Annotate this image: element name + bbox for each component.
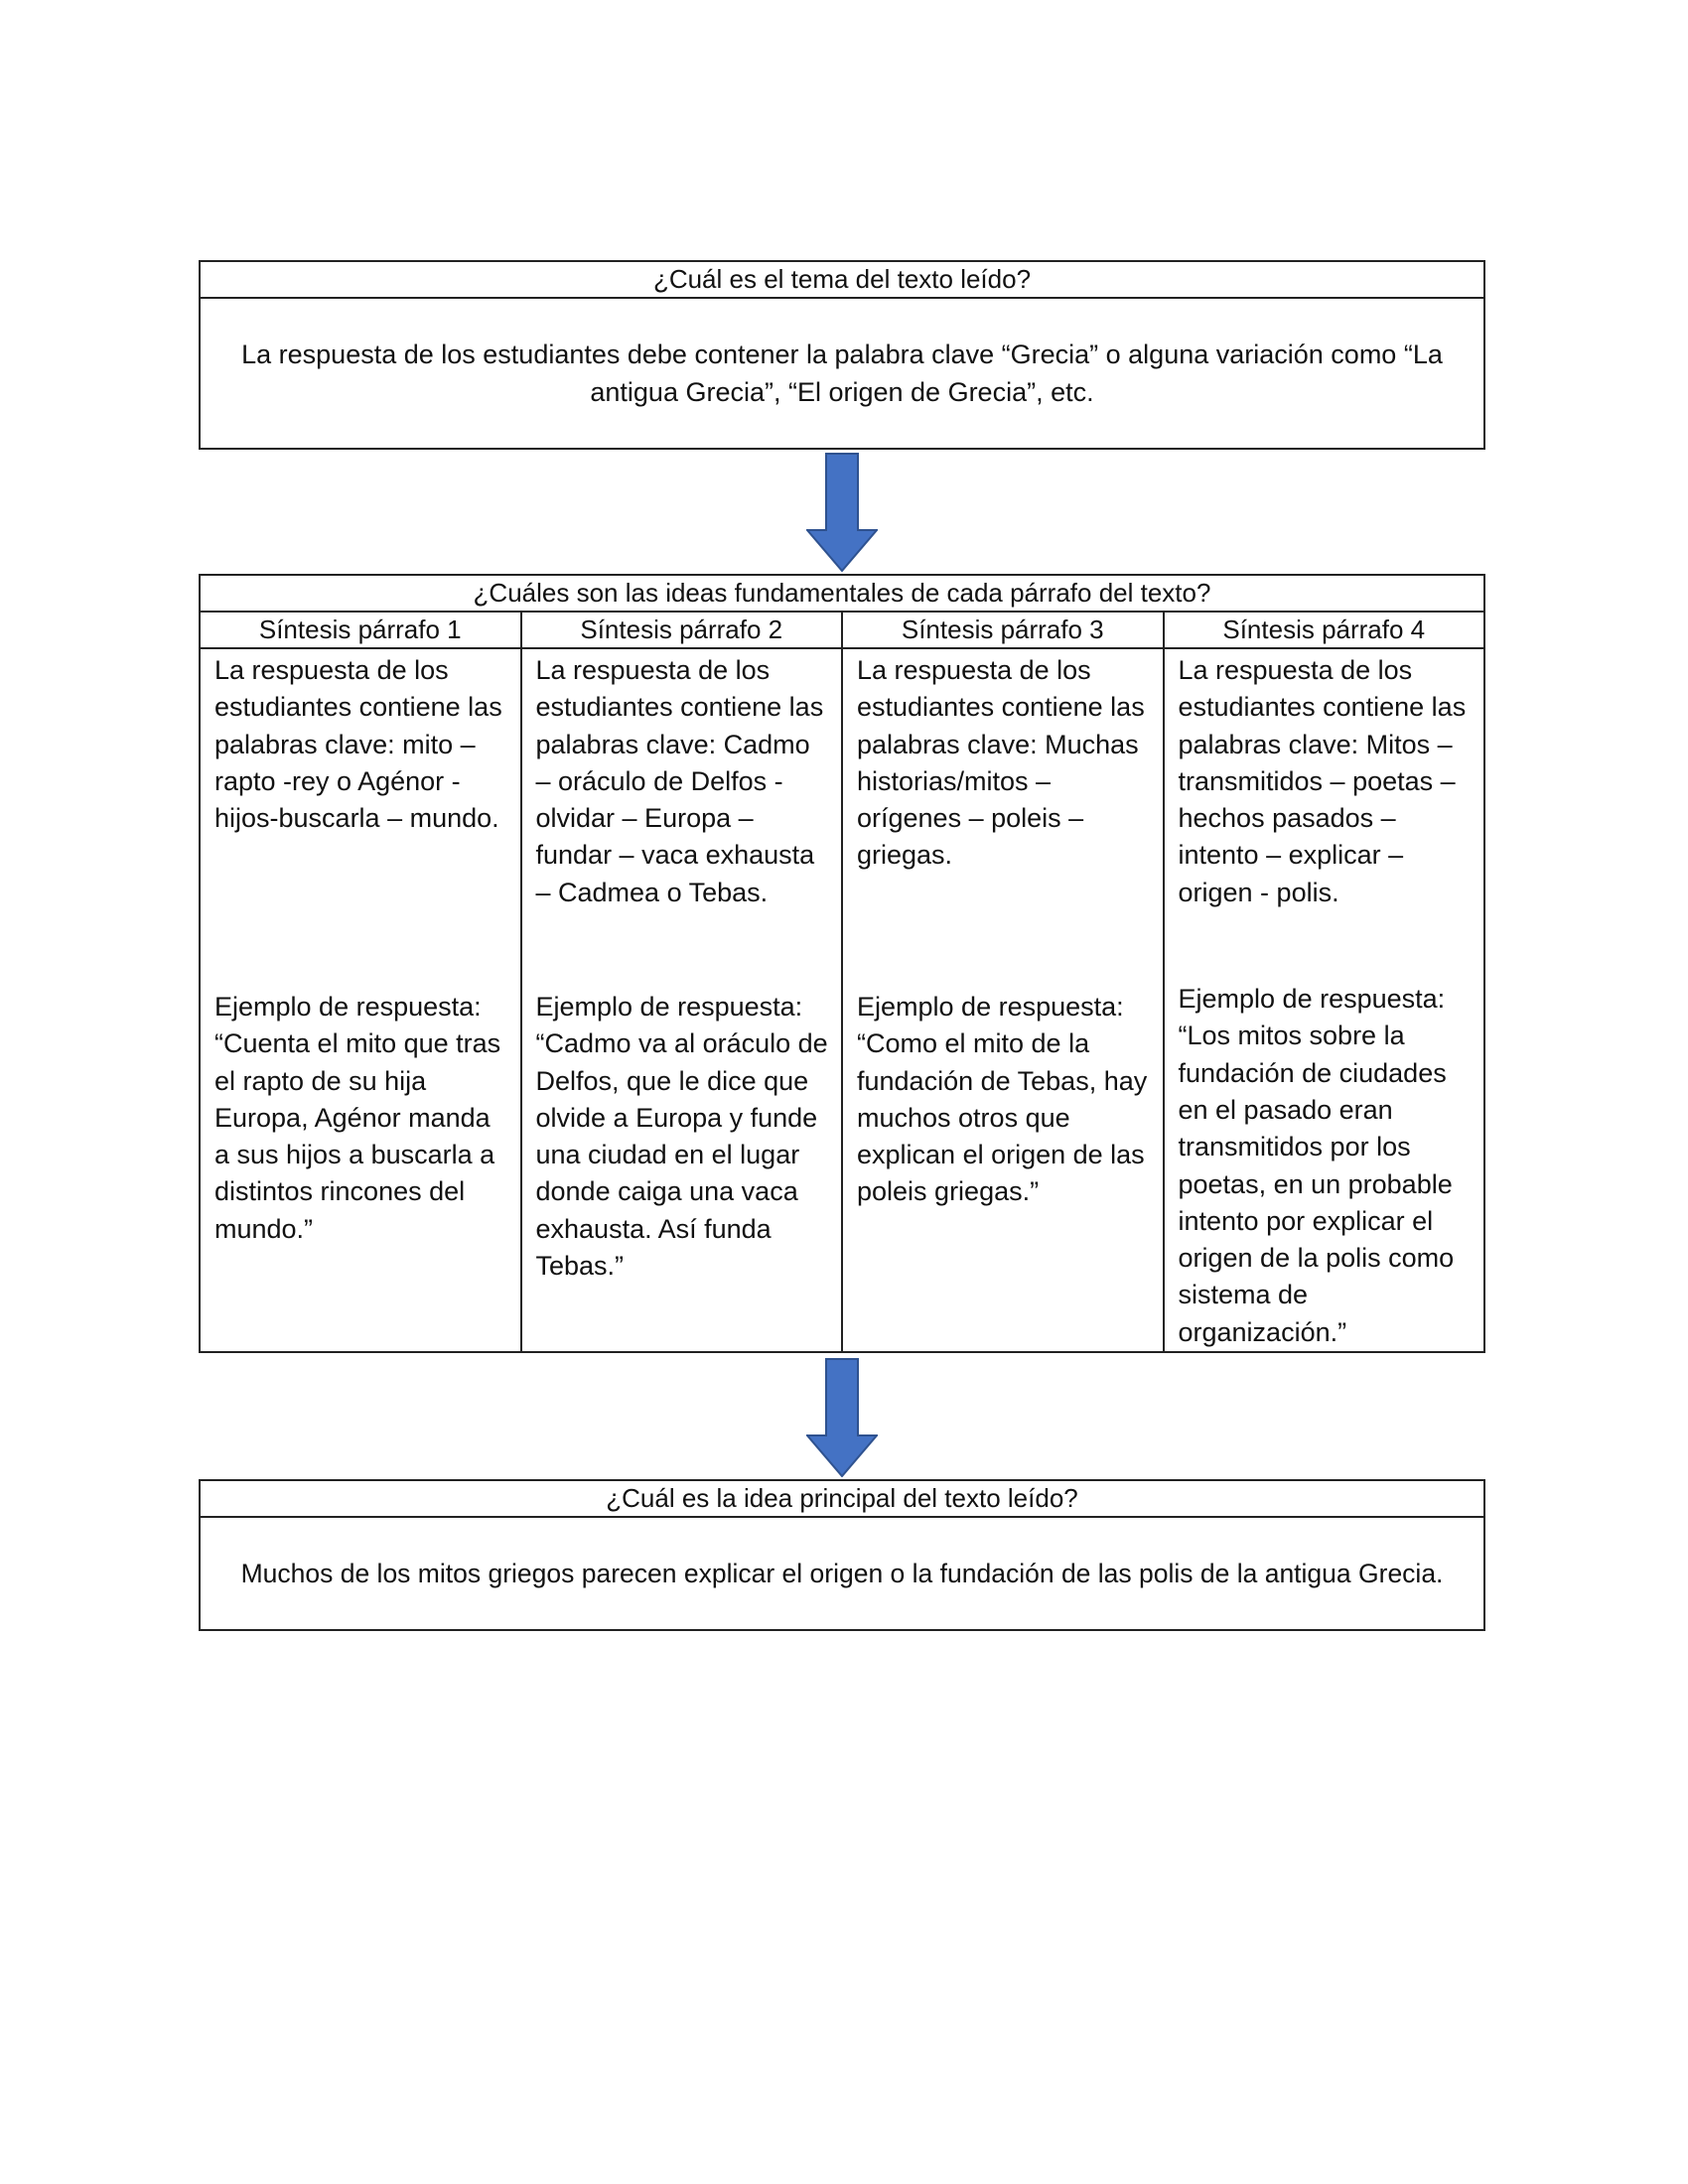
arrow-down-icon [806, 1358, 878, 1477]
theme-box [199, 260, 1485, 450]
synthesis-column-1 [201, 613, 522, 1351]
synthesis-header: Síntesis párrafo 1 [201, 613, 520, 649]
synthesis-column-2 [522, 613, 844, 1351]
synthesis-column-4 [1165, 613, 1484, 1351]
synthesis-keywords: La respuesta de los estudiantes contiene las palabras clave: Cadmo – oráculo de Delfos - olvidar – Europa – fundar – vaca exhausta – Cadmea o Tebas. [535, 655, 824, 907]
synthesis-keywords: La respuesta de los estudiantes contiene las palabras clave: mito – rapto -rey o Agénor -hijos-buscarla – mundo. [214, 655, 502, 834]
synthesis-example: Ejemplo de respuesta: “Cadmo va al oráculo de Delfos, que le dice que olvide a Europa y funde una ciudad en el lugar donde caiga una vaca exhausta. Así funda Tebas.” [535, 992, 828, 1282]
synthesis-example: Ejemplo de respuesta: “Cuenta el mito que tras el rapto de su hija Europa, Agénor manda a sus hijos a buscarla a distintos rincones del mundo.” [214, 992, 501, 1244]
synthesis-column-3 [843, 613, 1165, 1351]
ideas-question: ¿Cuáles son las ideas fundamentales de cada párrafo del texto? [201, 576, 1483, 613]
theme-answer: La respuesta de los estudiantes debe contener la palabra clave “Grecia” o alguna variación como “La antigua Grecia”, “El origen de Grecia”, etc. [241, 340, 1443, 407]
synthesis-header: Síntesis párrafo 4 [1165, 613, 1484, 649]
ideas-box [199, 574, 1485, 1353]
synthesis-grid [201, 613, 1483, 1351]
main-idea-box [199, 1479, 1485, 1631]
synthesis-header: Síntesis párrafo 3 [843, 613, 1163, 649]
synthesis-example: Ejemplo de respuesta: “Los mitos sobre la fundación de ciudades en el pasado eran transmitidos por los poetas, en un probable intento por explicar el origen de la polis como sistema de organización.” [1178, 984, 1455, 1347]
arrow-down-icon [806, 453, 878, 572]
synthesis-keywords: La respuesta de los estudiantes contiene las palabras clave: Muchas historias/mitos – orígenes – poleis – griegas. [857, 655, 1145, 871]
synthesis-header: Síntesis párrafo 2 [522, 613, 842, 649]
synthesis-example: Ejemplo de respuesta: “Como el mito de la fundación de Tebas, hay muchos otros que explican el origen de las poleis griegas.” [857, 992, 1148, 1207]
theme-question: ¿Cuál es el tema del texto leído? [201, 262, 1483, 299]
synthesis-keywords: La respuesta de los estudiantes contiene las palabras clave: Mitos – transmitidos – poetas – hechos pasados – intento – explicar – origen - polis. [1178, 655, 1467, 907]
main-idea-answer: Muchos de los mitos griegos parecen explicar el origen o la fundación de las polis de la antigua Grecia. [240, 1559, 1444, 1588]
main-idea-question: ¿Cuál es la idea principal del texto leído? [201, 1481, 1483, 1518]
